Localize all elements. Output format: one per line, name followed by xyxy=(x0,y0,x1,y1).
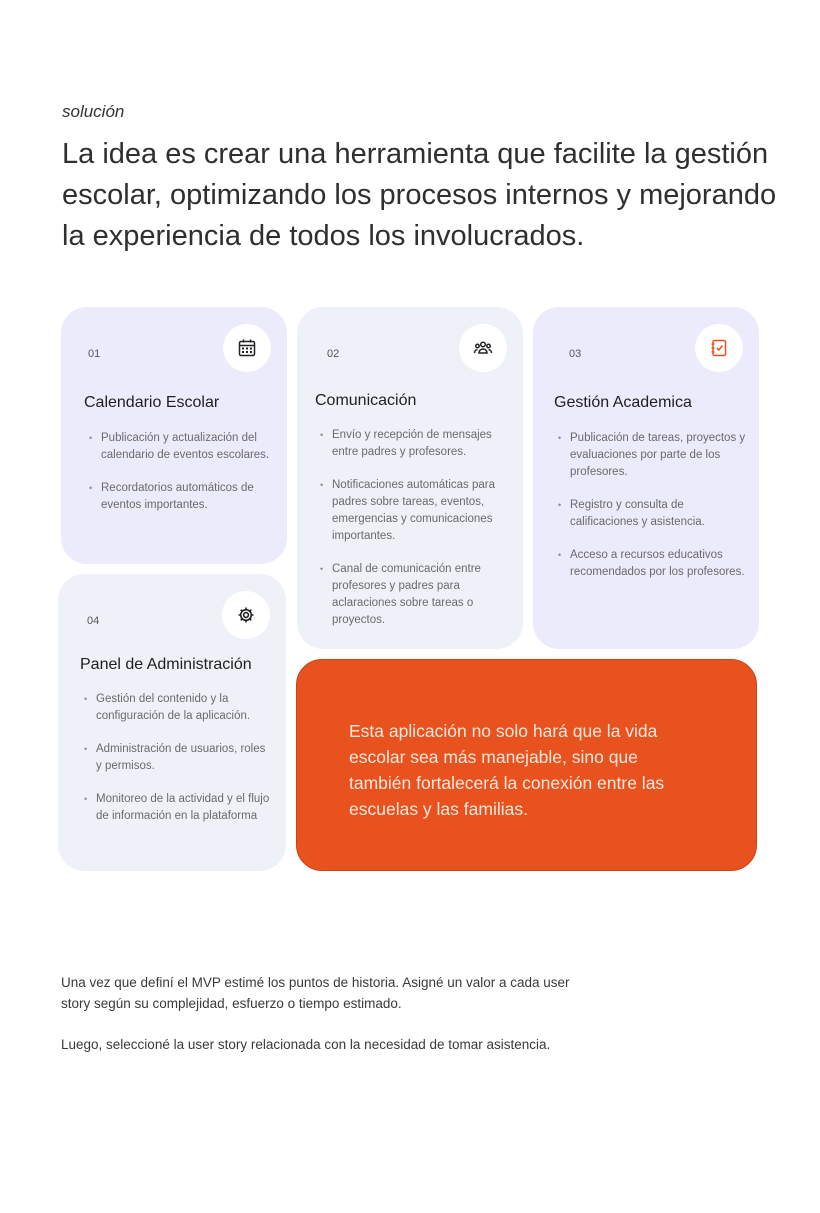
card-title: Calendario Escolar xyxy=(84,394,220,411)
callout-card xyxy=(296,659,757,871)
card-feature-list xyxy=(85,430,275,530)
list-item: • Notificaciones automáticas para padres sobre tareas, eventos, emergencias y comunicaciones importantes. xyxy=(316,477,511,545)
card-feature-list xyxy=(80,691,270,841)
card-title: Comunicación xyxy=(315,392,417,409)
feature-card-calendar xyxy=(61,307,287,564)
card-number: 04 xyxy=(87,615,100,627)
section-label: solución xyxy=(62,102,125,121)
list-item: • Acceso a recursos educativos recomendados por los profesores. xyxy=(554,547,749,581)
list-item: • Administración de usuarios, roles y permisos. xyxy=(80,741,270,775)
people-group-icon xyxy=(459,324,507,372)
card-feature-list xyxy=(316,427,511,645)
body-paragraph: Luego, seleccioné la user story relacionada con la necesidad de tomar asistencia. xyxy=(61,1037,551,1052)
list-item: • Recordatorios automáticos de eventos importantes. xyxy=(85,480,275,514)
callout-text: Esta aplicación no solo hará que la vida escolar sea más manejable, sino que también fortalecerá la conexión entre las escuelas y las familias. xyxy=(349,721,665,819)
card-feature-list xyxy=(554,430,749,597)
list-item: • Publicación de tareas, proyectos y evaluaciones por parte de los profesores. xyxy=(554,430,749,481)
feature-card-communication xyxy=(297,307,523,649)
list-item: • Envío y recepción de mensajes entre padres y profesores. xyxy=(316,427,511,461)
card-number: 01 xyxy=(88,348,101,360)
list-item: • Registro y consulta de calificaciones y asistencia. xyxy=(554,497,749,531)
card-title: Gestión Academica xyxy=(554,394,692,411)
gear-icon xyxy=(222,591,270,639)
task-notebook-icon xyxy=(695,324,743,372)
list-item: • Publicación y actualización del calendario de eventos escolares. xyxy=(85,430,275,464)
feature-card-admin xyxy=(58,574,286,871)
list-item: • Monitoreo de la actividad y el flujo de información en la plataforma xyxy=(80,791,270,825)
headline: La idea es crear una herramienta que facilite la gestión escolar, optimizando los procesos internos y mejorando la experiencia de todos los involucrados. xyxy=(62,138,777,252)
list-item: • Gestión del contenido y la configuración de la aplicación. xyxy=(80,691,270,725)
card-number: 03 xyxy=(569,348,582,360)
feature-card-academic xyxy=(533,307,759,649)
list-item: • Canal de comunicación entre profesores y padres para aclaraciones sobre tareas o proyectos. xyxy=(316,561,511,629)
card-number: 02 xyxy=(327,348,340,360)
calendar-icon xyxy=(223,324,271,372)
body-paragraph: Una vez que definí el MVP estimé los puntos de historia. Asigné un valor a cada user story según su complejidad, esfuerzo o tiempo estimado. xyxy=(61,975,570,1011)
card-title: Panel de Administración xyxy=(80,656,252,673)
